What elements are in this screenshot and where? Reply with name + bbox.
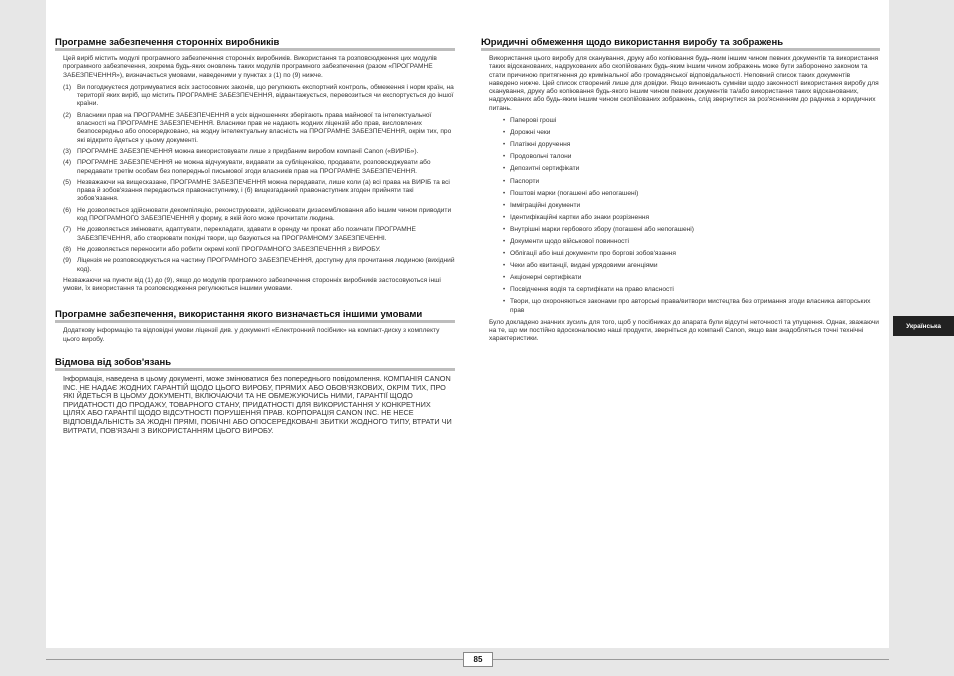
list-item: • Депозитні сертифікати <box>481 165 880 173</box>
legal-restrictions-section <box>481 38 880 344</box>
list-item: • Продовольчі талони <box>481 153 880 161</box>
license-term-item: (4) ПРОГРАМНЕ ЗАБЕЗПЕЧЕННЯ не можна відчужувати, видавати за субліцензією, продавати, розповсюджувати або передавати третім особам без попередньої письмової згоди власників прав на ПРОГРАМНЕ ЗАБЕЗПЕЧЕННЯ. <box>63 159 431 175</box>
section-heading-disclaimer: Відмова від зобов'язань <box>55 358 455 371</box>
section-heading-third-party-software: Програмне забезпечення сторонніх виробників <box>55 38 455 51</box>
list-item: • Імміграційні документи <box>481 202 880 210</box>
list-item: • Платіжні доручення <box>481 141 880 149</box>
other-terms-body: Додаткову інформацію та відповідні умови ліцензії див. у документі «Електронний посібник» на компакт-диску з комплекту цього виробу. <box>63 327 440 343</box>
license-term-item: (7) Не дозволяється змінювати, адаптувати, перекладати, здавати в оренду чи прокат або позичати ПРОГРАМНЕ ЗАБЕЗПЕЧЕННЯ, або створювати похідні твори, що базуються на ПРОГРАМНОМУ ЗАБЕЗПЕЧЕННІ. <box>63 226 416 242</box>
list-item: • Дорожні чеки <box>481 129 880 137</box>
right-column <box>481 38 880 344</box>
license-term-item: (1) Ви погоджуєтеся дотримуватися всіх застосовних законів, що регулюють експортний контроль, обмеження і норм країн, на території яких виріб, що містить ПРОГРАМНЕ ЗАБЕЗПЕЧЕННЯ, відвантажується, перевозиться чи експортується до іншої країни. <box>63 83 454 108</box>
third-party-outro: Незважаючи на пункти від (1) до (9), якщо до модулів програмного забезпечення сторонніх виробників застосовуються інші умови, їх використання та розповсюдження регулюються іншими умовами. <box>63 276 441 293</box>
disclaimer-body: Інформація, наведена в цьому документі, може змінюватися без попереднього повідомлення. КОМПАНІЯ CANON INC. НЕ НАДАЄ ЖОДНИХ ГАРАНТІЙ ЩОДО ЦЬОГО ВИРОБУ, ПРЯМИХ АБО ОБОВ'ЯЗКОВИХ, ОКРІМ ТИХ, ПРО ЯКІ ЙДЕТЬСЯ В ЦЬОМУ ДОКУМЕНТІ, ВКЛЮЧАЮЧИ ТА НЕ ОБМЕЖУЮЧИСЬ НИМИ, ГАРАНТІЇ ЩОДО ПРИДАТНОСТІ ДО ПРОДАЖУ, ТОВАРНОГО СТАНУ, ПРИДАТНОСТІ ДЛЯ ВИКОРИСТАННЯ У КОНКРЕТНИХ ЦІЛЯХ АБО ГАРАНТІЇ ЩОДО ВІДСУТНОСТІ ПОРУШЕННЯ ПРАВ. КОРПОРАЦІЯ CANON INC. НЕ НЕСЕ ВІДПОВІДАЛЬНІСТЬ ЗА ЖОДНІ ПРЯМІ, ПОБІЧНІ АБО ОПОСЕРЕДКОВАНІ ЗБИТКИ ЖОДНОГО ТИПУ, ВТРАТИ ЧИ ВИТРАТИ, ПОВ'ЯЗАНІ З ВИКОРИСТАННЯМ ЦЬОГО ВИРОБУ. <box>63 374 452 435</box>
list-item: • Паперові гроші <box>481 117 880 125</box>
third-party-software-section <box>55 38 455 293</box>
license-terms-list <box>55 84 455 274</box>
list-item: • Документи щодо військової повинності <box>481 238 880 246</box>
list-item: • Акціонерні сертифікати <box>481 274 880 282</box>
list-item: • Ідентифікаційні картки або знаки розрізнення <box>481 214 880 222</box>
section-heading-other-terms: Програмне забезпечення, використання якого визначається іншими умовами <box>55 309 455 323</box>
section-heading-legal-restrictions: Юридичні обмеження щодо використання виробу та зображень <box>481 38 880 51</box>
page-number: 85 <box>463 652 493 667</box>
third-party-intro: Цей виріб містить модулі програмного забезпечення сторонніх виробників. Використання та розповсюдження цих модулів програмного забезпечення, зокрема будь-яких оновлень таких модулів програмного забезпечення (разом «ПРОГРАМНЕ ЗАБЕЗПЕЧЕННЯ»), визначається умовами, наведеними у пунктах з (1) по (9) нижче. <box>63 55 437 79</box>
license-term-item: (3) ПРОГРАМНЕ ЗАБЕЗПЕЧЕННЯ можна використовувати лише з придбаним виробом компанії Canon («ВИРІБ»). <box>63 147 419 155</box>
disclaimer-section <box>55 358 455 435</box>
restricted-documents-list <box>481 117 880 315</box>
language-tab: Українська <box>893 316 954 336</box>
list-item: • Посвідчення водія та сертифікати на право власності <box>481 286 880 294</box>
license-term-item: (9) Ліцензія не розповсюджується на частину ПРОГРАМНОГО ЗАБЕЗПЕЧЕННЯ, доступну для прочитання людиною (вихідний код). <box>63 257 455 273</box>
license-term-item: (5) Незважаючи на вищесказане, ПРОГРАМНЕ ЗАБЕЗПЕЧЕННЯ можна передавати, лише коли (а) всі права на ВИРІБ та всі права й зобов'язання передаються правонаступнику, і (б) вищезгаданий правонаступник згоден прийняти такі зобов'язання. <box>63 178 450 203</box>
list-item: • Внутрішні марки гербового збору (погашені або непогашені) <box>481 226 880 234</box>
license-term-item: (8) Не дозволяється переносити або робити окремі копії ПРОГРАМНОГО ЗАБЕЗПЕЧЕННЯ з ВИРОБУ. <box>63 245 381 253</box>
list-item: • Паспорти <box>481 178 880 186</box>
left-column <box>55 38 455 435</box>
list-item: • Твори, що охороняються законами про авторські права/витвори мистецтва без отримання згоди власника авторських прав <box>481 298 880 315</box>
legal-restrictions-intro: Використання цього виробу для сканування, друку або копіювання будь-яким іншим чином певних документів та використання таких відсканованих, надрукованих або скопійованих будь-яким іншим чином зображень може бути заборонено законом та стати причиною притягнення до кримінальної або громадянської відповідальності. Неповний список таких документів наведено нижче. Цей список створений лише для довідки. Якщо виникають сумніви щодо законності використання виробу для сканування, друку або копіювання будь-якого іншим чином певних документів та/або використання таких відсканованих, надрукованих або будь-яким іншим чином скопійованих зображень, слід звернутися за роз'ясненням до радника з юридичних питань. <box>489 55 879 112</box>
list-item: • Чеки або квитанції, видані урядовими агенціями <box>481 262 880 270</box>
list-item: • Поштові марки (погашені або непогашені) <box>481 190 880 198</box>
other-terms-software-section <box>55 309 455 344</box>
license-term-item: (2) Власники прав на ПРОГРАМНЕ ЗАБЕЗПЕЧЕННЯ в усіх відношеннях зберігають права майнової та інтелектуальної власності на ПРОГРАМНЕ ЗАБЕЗПЕЧЕННЯ. Власники прав не надають жодних ліцензій або прав, висловлених безпосередньо або опосередковано, на жодну інтелектуальну власність на ПРОГРАМНЕ ЗАБЕЗПЕЧЕННЯ, окрім тих, про які відкрито йдеться у цьому документі. <box>63 111 452 144</box>
legal-restrictions-outro: Було докладено значних зусиль для того, щоб у посібниках до апарата були відсутні неточності та упущення. Однак, зважаючи на те, що ми постійно вдосконалюємо наші продукти, зверніться до компанії Canon, якщо вам знадобляться точні технічні характеристики. <box>489 318 879 343</box>
license-term-item: (6) Не дозволяється здійснювати декомпіляцію, реконструювати, здійснювати дизасемблювання або іншим чином приводити код ПРОГРАМНОГО ЗАБЕЗПЕЧЕННЯ у форму, в якій його може прочитати людина. <box>63 206 452 223</box>
list-item: • Облігації або інші документи про боргові зобов'язання <box>481 250 880 258</box>
